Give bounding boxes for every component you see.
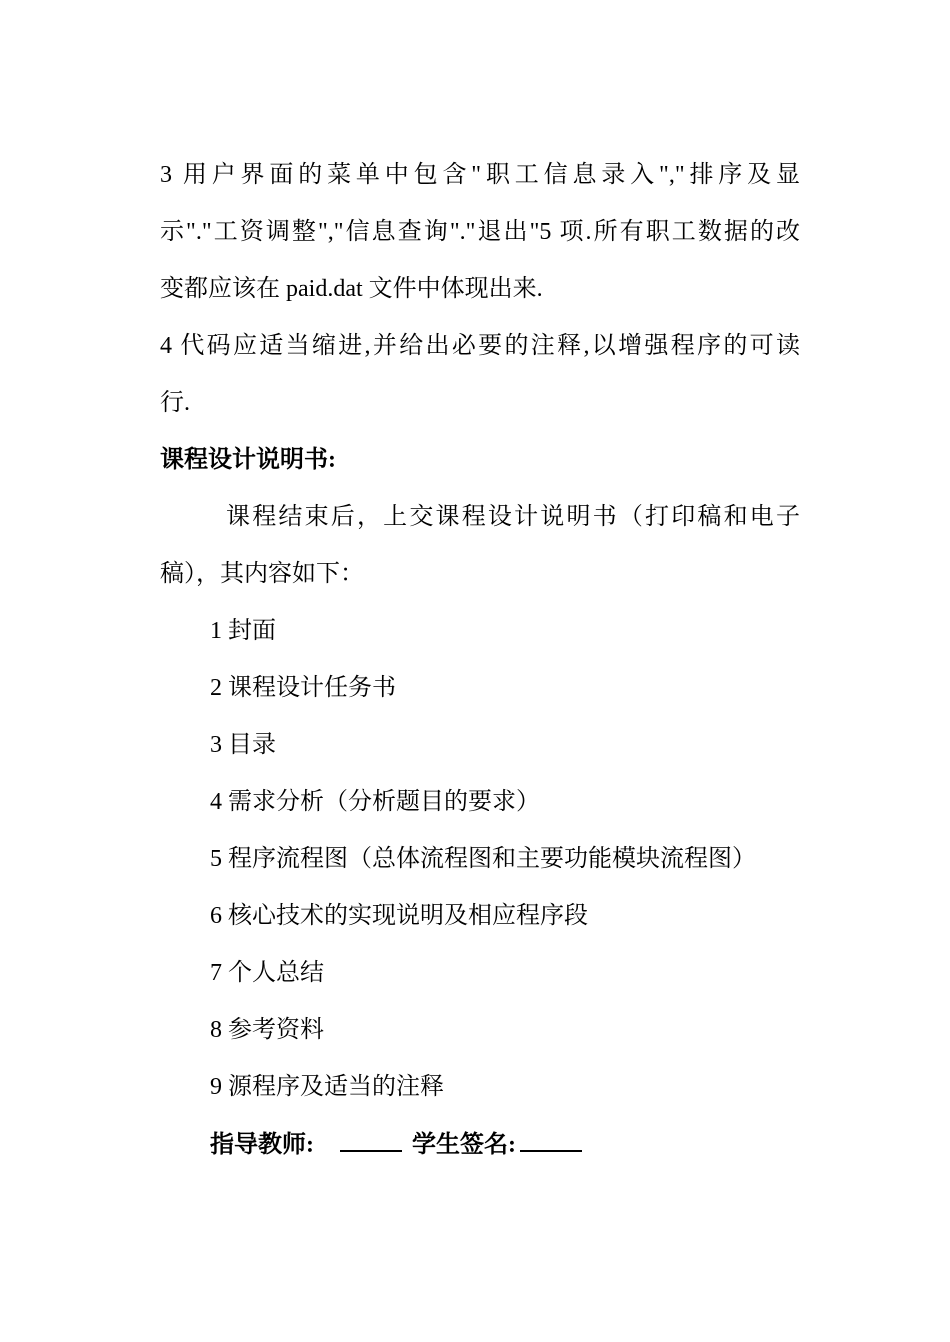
student-signature-blank	[520, 1128, 582, 1152]
manual-item-core-tech: 6 核心技术的实现说明及相应程序段	[210, 903, 588, 929]
manual-item-cover: 1 封面	[210, 618, 276, 644]
teacher-label: 指导教师:	[210, 1132, 314, 1158]
manual-item-source: 9 源程序及适当的注释	[210, 1074, 444, 1100]
manual-heading: 课程设计说明书:	[160, 447, 336, 473]
requirement-4-line-1: 4 代码应适当缩进,并给出必要的注释,以增强程序的可读	[160, 333, 800, 359]
manual-item-summary: 7 个人总结	[210, 960, 324, 986]
requirement-3-line-3: 变都应该在 paid.dat 文件中体现出来.	[160, 276, 543, 302]
manual-item-flowchart: 5 程序流程图（总体流程图和主要功能模块流程图）	[210, 846, 756, 872]
manual-item-references: 8 参考资料	[210, 1017, 324, 1043]
manual-item-task: 2 课程设计任务书	[210, 675, 396, 701]
manual-intro-line-2: 稿），其内容如下：	[160, 561, 364, 587]
student-label: 学生签名:	[412, 1132, 516, 1158]
manual-intro-line-1: 课程结束后，上交课程设计说明书（打印稿和电子	[226, 504, 800, 530]
manual-item-toc: 3 目录	[210, 732, 276, 758]
requirement-3-line-2: 示"."工资调整","信息查询"."退出"5 项.所有职工数据的改	[160, 219, 800, 245]
teacher-signature-blank	[340, 1128, 402, 1152]
requirement-4-line-2: 行.	[160, 390, 190, 416]
manual-item-requirements: 4 需求分析（分析题目的要求）	[210, 789, 540, 815]
requirement-3-line-1: 3 用户界面的菜单中包含"职工信息录入","排序及显	[160, 162, 800, 188]
signature-row	[210, 1128, 850, 1160]
